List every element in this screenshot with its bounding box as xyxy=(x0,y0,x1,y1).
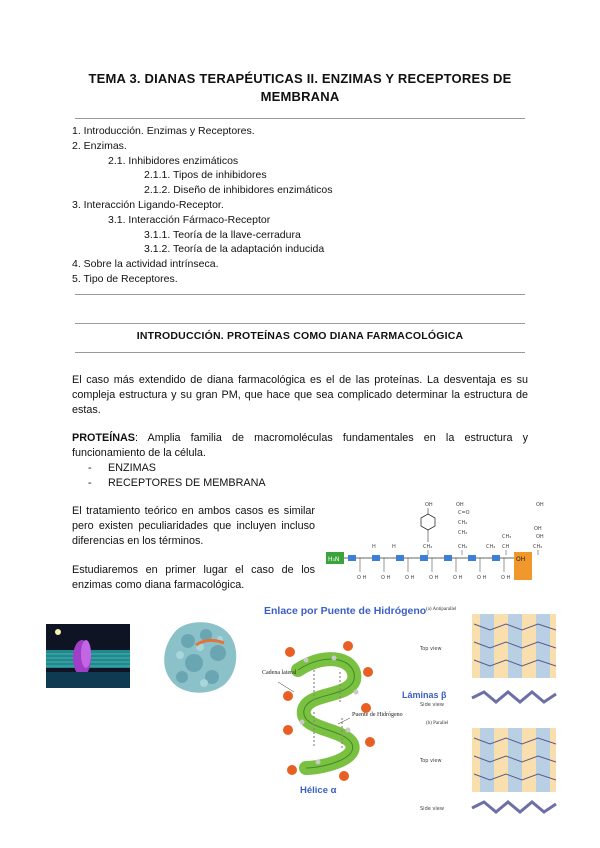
table-of-contents xyxy=(72,124,532,287)
top-view-label-b: Top view xyxy=(420,758,442,764)
svg-text:O H: O H xyxy=(501,575,511,581)
list-dash: - xyxy=(88,462,92,474)
toc-item[interactable]: 3.1.1. Teoría de la llave-cerradura xyxy=(144,228,301,241)
helix-caption: Hélice α xyxy=(300,785,337,796)
c-terminus-label: OH xyxy=(516,556,526,563)
antiparallel-label: (a) Antiparallel xyxy=(426,607,457,612)
side-view-zigzag-a xyxy=(472,692,556,702)
membrane-protein-image xyxy=(46,624,130,688)
svg-text:O H: O H xyxy=(405,575,415,581)
svg-text:OH: OH xyxy=(456,502,464,508)
proteins-paragraph xyxy=(72,431,528,461)
svg-text:OH: OH xyxy=(536,502,544,508)
svg-text:CH₂: CH₂ xyxy=(533,544,543,550)
document-title-line2: MEMBRANA xyxy=(260,89,340,104)
sheets-caption: Láminas β xyxy=(402,690,447,700)
antiparallel-sheet xyxy=(472,614,556,678)
top-view-label-a: Top view xyxy=(420,646,442,652)
divider-top xyxy=(75,118,525,119)
toc-item[interactable]: 2.1.2. Diseño de inhibidores enzimáticos xyxy=(144,184,333,197)
side-view-label-b: Side view xyxy=(420,806,444,812)
svg-text:O H: O H xyxy=(477,575,487,581)
toc-item[interactable]: 3.1. Interacción Fármaco-Receptor xyxy=(108,213,271,226)
toc-item[interactable]: 2.1.1. Tipos de inhibidores xyxy=(144,169,267,182)
list-item xyxy=(88,461,266,476)
hydrogen-bond-label: Puente de Hidrógeno xyxy=(352,712,403,718)
divider-section-top xyxy=(75,323,525,324)
svg-text:C=O: C=O xyxy=(458,510,470,516)
side-view-zigzag-b xyxy=(472,802,556,812)
tyrosine-ring-icon xyxy=(421,514,435,530)
treatment-paragraph: El tratamiento teórico en ambos casos es similar pero existen peculiaridades que incluyen incluso diferencias en los términos. xyxy=(72,505,315,547)
svg-text:CH₃: CH₃ xyxy=(502,534,512,540)
parallel-label: (b) Parallel xyxy=(426,721,449,726)
proteins-text: : Amplia familia de macromoléculas fundamentales en la estructura y funcionamiento de la célula. xyxy=(72,432,528,459)
protein-types-list xyxy=(88,461,266,491)
svg-text:OH: OH xyxy=(536,534,544,540)
parallel-sheet xyxy=(472,728,556,792)
enzyme-surface-image xyxy=(160,617,242,697)
svg-text:CH₂: CH₂ xyxy=(458,544,468,550)
n-terminus-label: H₃N xyxy=(328,556,340,563)
helix-ribbon xyxy=(298,659,354,768)
svg-text:O H: O H xyxy=(429,575,439,581)
svg-text:OH: OH xyxy=(534,526,542,532)
svg-text:H: H xyxy=(372,544,376,550)
svg-text:O H: O H xyxy=(453,575,463,581)
svg-text:O H: O H xyxy=(381,575,391,581)
peptide-chain-figure xyxy=(326,500,544,584)
svg-text:OH: OH xyxy=(425,502,433,508)
divider-toc-end xyxy=(75,294,525,295)
side-view-label-a: Side view xyxy=(420,702,444,708)
enzymes-first-paragraph: Estudiaremos en primer lugar el caso de los enzimas como diana farmacológica. xyxy=(72,564,315,591)
toc-item[interactable]: 1. Introducción. Enzimas y Receptores. xyxy=(72,125,255,137)
svg-text:H: H xyxy=(392,544,396,550)
list-dash: - xyxy=(88,477,92,489)
toc-item[interactable]: 4. Sobre la actividad intrínseca. xyxy=(72,258,219,271)
svg-text:CH₃: CH₃ xyxy=(486,544,496,550)
beta-sheets-figure xyxy=(400,602,580,828)
section-heading: INTRODUCCIÓN. PROTEÍNAS COMO DIANA FARMACOLÓGICA xyxy=(136,330,464,342)
list-item-receptores: RECEPTORES DE MEMBRANA xyxy=(108,477,266,489)
svg-text:CH: CH xyxy=(502,544,510,550)
toc-item[interactable]: 3.1.2. Teoría de la adaptación inducida xyxy=(144,243,325,256)
svg-text:O H: O H xyxy=(357,575,367,581)
divider-section-bottom xyxy=(75,352,525,353)
svg-text:CH₂: CH₂ xyxy=(458,530,468,536)
svg-text:CH₂: CH₂ xyxy=(458,520,468,526)
svg-text:CH₂: CH₂ xyxy=(423,544,433,550)
document-title xyxy=(70,70,530,106)
intro-paragraph: El caso más extendido de diana farmacológica es el de las proteínas. La desventaja es su compleja estructura y su gran PM, que hace que sea complicado determinar la estructura de estas. xyxy=(72,374,528,416)
document-title-line1: TEMA 3. DIANAS TERAPÉUTICAS II. ENZIMAS Y RECEPTORES DE xyxy=(88,71,512,86)
toc-item[interactable]: 2.1. Inhibidores enzimáticos xyxy=(108,154,239,167)
toc-item[interactable]: 3. Interacción Ligando-Receptor. xyxy=(72,198,224,211)
proteins-label: PROTEÍNAS xyxy=(72,432,135,444)
list-item-enzimas: ENZIMAS xyxy=(108,462,156,474)
list-item xyxy=(88,476,266,491)
toc-item[interactable]: 5. Tipo de Receptores. xyxy=(72,272,178,285)
toc-item[interactable]: 2. Enzimas. xyxy=(72,139,127,152)
side-chain-label: Cadena lateral xyxy=(262,670,297,676)
hbond-title: Enlace por Puente de Hidrógeno xyxy=(264,605,427,617)
